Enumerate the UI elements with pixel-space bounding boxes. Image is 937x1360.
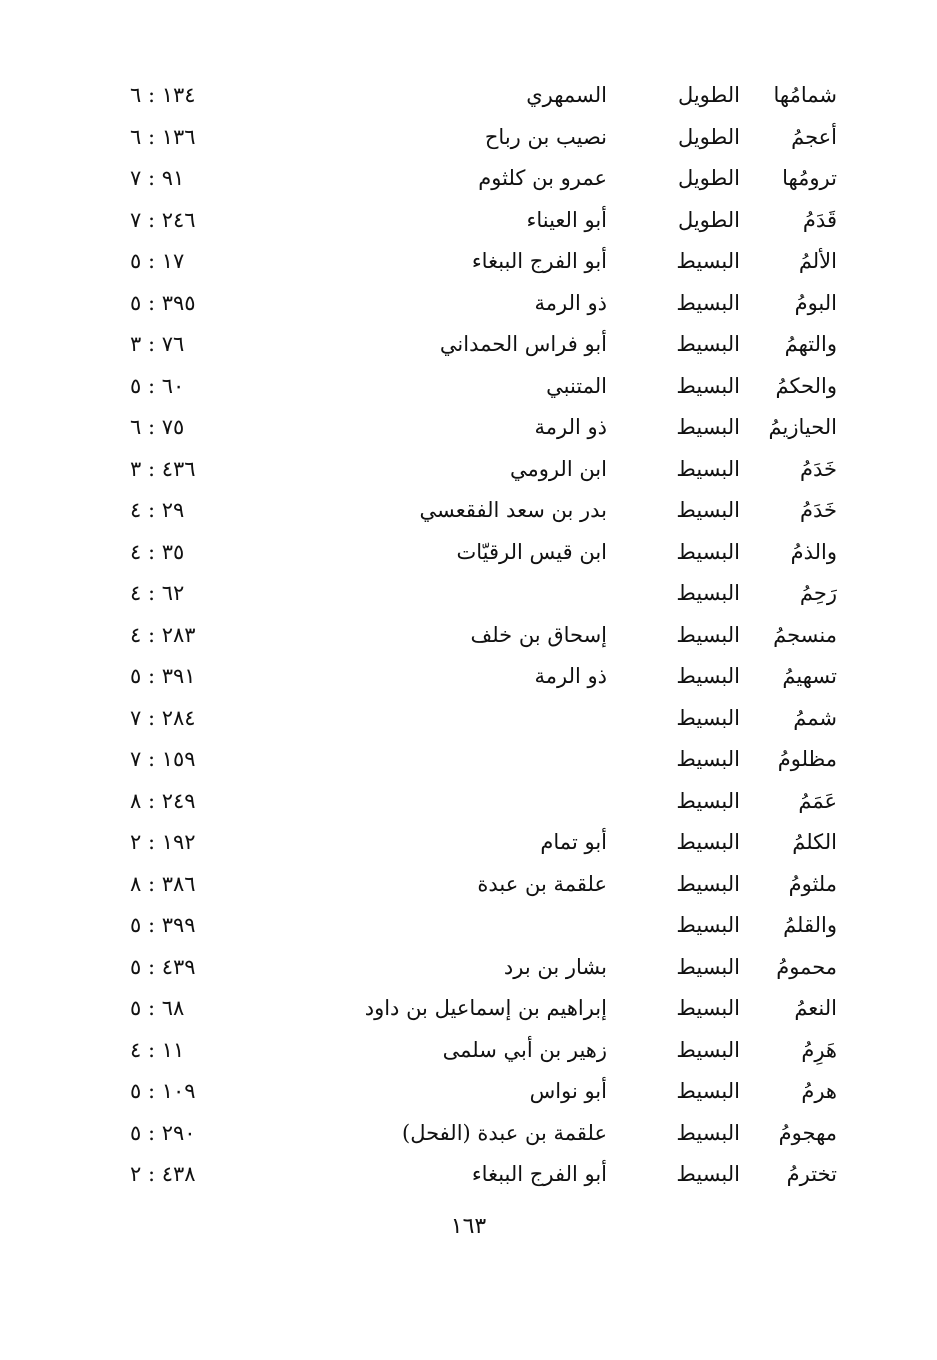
table-row (0, 739, 937, 781)
meter-name: البسيط (676, 290, 740, 315)
volume-page-reference: ١٣٤ : ٦ (130, 83, 196, 107)
poet-name: ذو الرمة (534, 415, 607, 439)
poet-name: إسحاق بن خلف (470, 622, 607, 647)
volume-page-reference: ٣٩١ : ٥ (130, 664, 196, 688)
meter-name: البسيط (676, 996, 740, 1020)
meter-name: الطويل (677, 166, 740, 190)
poet-name: ابن الرومي (509, 456, 607, 481)
rhyme-word: الألمُ (798, 249, 837, 273)
poet-name: نصيب بن رباح (484, 124, 607, 149)
volume-page-reference: ٦٠ : ٥ (130, 373, 185, 398)
rhyme-word: هَرِمُ (801, 1037, 837, 1062)
volume-page-reference: ١٣٦ : ٦ (130, 124, 196, 149)
volume-page-reference: ٣٥ : ٤ (130, 539, 185, 564)
meter-name: البسيط (676, 581, 740, 605)
meter-name: البسيط (676, 415, 740, 439)
volume-page-reference: ٤٣٩ : ٥ (130, 954, 196, 979)
table-row (0, 1154, 937, 1196)
rhyme-word: ملثومُ (788, 871, 837, 896)
rhyme-word: عَمَمُ (798, 788, 837, 813)
rhyme-word: قَدَمُ (802, 207, 837, 232)
rhyme-word: الكلمُ (792, 830, 837, 854)
meter-name: البسيط (676, 249, 740, 273)
table-row (0, 905, 937, 947)
poet-name: بدر بن سعد الفقعسي (419, 498, 607, 522)
meter-name: البسيط (676, 1079, 740, 1103)
poet-name: أبو العيناء (526, 207, 607, 232)
rhyme-word: والتهمُ (784, 332, 837, 356)
poet-name: زهير بن أبي سلمى (442, 1037, 607, 1062)
table-row (0, 781, 937, 823)
poet-name: علقمة بن عبدة (477, 871, 607, 896)
rhyme-word: هرمُ (801, 1079, 837, 1103)
poet-name: علقمة بن عبدة (الفحل) (402, 1120, 607, 1145)
table-row (0, 947, 937, 989)
poet-name: ذو الرمة (534, 290, 607, 315)
table-row (0, 988, 937, 1030)
meter-name: البسيط (676, 788, 740, 813)
rhyme-word: تسهيمُ (782, 664, 837, 688)
volume-page-reference: ١١ : ٤ (130, 1037, 185, 1062)
rhyme-word: شمامُها (773, 83, 837, 107)
rhyme-word: الحيازيمُ (768, 415, 837, 439)
table-row (0, 864, 937, 906)
volume-page-reference: ١٠٩ : ٥ (130, 1079, 196, 1103)
volume-page-reference: ١٧ : ٥ (130, 249, 185, 273)
volume-page-reference: ٦٢ : ٤ (130, 581, 185, 605)
meter-name: الطويل (677, 83, 740, 107)
table-row (0, 573, 937, 615)
volume-page-reference: ١٥٩ : ٧ (130, 747, 196, 771)
poet-name: أبو نواس (529, 1079, 607, 1103)
meter-name: البسيط (676, 1162, 740, 1186)
volume-page-reference: ٢٤٦ : ٧ (130, 207, 196, 232)
poet-name: أبو الفرج الببغاء (471, 249, 607, 273)
volume-page-reference: ٢٨٤ : ٧ (130, 705, 196, 730)
table-row (0, 1071, 937, 1113)
table-row (0, 1030, 937, 1072)
meter-name: البسيط (676, 705, 740, 730)
table-row (0, 449, 937, 491)
rhyme-word: خَدَمُ (799, 456, 837, 481)
volume-page-reference: ٩١ : ٧ (130, 166, 185, 190)
table-row (0, 407, 937, 449)
volume-page-reference: ٤٣٦ : ٣ (130, 456, 196, 481)
meter-name: البسيط (676, 1037, 740, 1062)
rhyme-word: النعمُ (794, 996, 837, 1020)
table-row (0, 75, 937, 117)
volume-page-reference: ١٩٢ : ٢ (130, 830, 196, 854)
volume-page-reference: ٢٩ : ٤ (130, 498, 185, 522)
volume-page-reference: ٧٦ : ٣ (130, 332, 185, 356)
volume-page-reference: ٤٣٨ : ٢ (130, 1162, 196, 1186)
volume-page-reference: ٦٨ : ٥ (130, 996, 185, 1020)
table-row (0, 532, 937, 574)
volume-page-reference: ٢٨٣ : ٤ (130, 622, 196, 647)
meter-name: البسيط (676, 498, 740, 522)
rhyme-index-table (0, 75, 937, 1196)
poet-name: بشار بن برد (503, 954, 607, 979)
rhyme-word: منسجمُ (773, 622, 837, 647)
meter-name: البسيط (676, 747, 740, 771)
poet-name: عمرو بن كلثوم (478, 166, 607, 190)
meter-name: الطويل (677, 207, 740, 232)
rhyme-word: والقلمُ (783, 913, 837, 937)
table-row (0, 200, 937, 242)
meter-name: البسيط (676, 332, 740, 356)
rhyme-word: والذمُ (790, 539, 837, 564)
rhyme-word: تخترمُ (786, 1162, 837, 1186)
poet-name: ابن قيس الرقيّات (456, 539, 607, 564)
meter-name: البسيط (676, 954, 740, 979)
rhyme-word: شممُ (793, 705, 837, 730)
rhyme-word: رَحِمُ (799, 581, 837, 605)
table-row (0, 822, 937, 864)
table-row (0, 117, 937, 159)
poet-name: إبراهيم بن إسماعيل بن داود (364, 996, 607, 1020)
poet-name: ذو الرمة (534, 664, 607, 688)
rhyme-word: ترومُها (782, 166, 837, 190)
meter-name: البسيط (676, 539, 740, 564)
meter-name: البسيط (676, 622, 740, 647)
table-row (0, 366, 937, 408)
table-row (0, 656, 937, 698)
rhyme-word: محمومُ (776, 954, 837, 979)
meter-name: البسيط (676, 871, 740, 896)
poet-name: السمهري (526, 83, 607, 107)
table-row (0, 283, 937, 325)
meter-name: البسيط (676, 913, 740, 937)
rhyme-word: والحكمُ (775, 373, 837, 398)
rhyme-word: مهجومُ (778, 1120, 837, 1145)
table-row (0, 241, 937, 283)
table-row (0, 158, 937, 200)
meter-name: البسيط (676, 373, 740, 398)
poet-name: أبو الفرج الببغاء (471, 1162, 607, 1186)
poet-name: أبو تمام (540, 830, 607, 854)
meter-name: البسيط (676, 1120, 740, 1145)
meter-name: البسيط (676, 830, 740, 854)
meter-name: البسيط (676, 456, 740, 481)
poet-name: أبو فراس الحمداني (439, 332, 607, 356)
meter-name: الطويل (677, 124, 740, 149)
rhyme-word: خَدَمُ (799, 498, 837, 522)
table-row (0, 490, 937, 532)
table-row (0, 1113, 937, 1155)
rhyme-word: مظلومُ (777, 747, 837, 771)
rhyme-word: البومُ (794, 290, 837, 315)
table-row (0, 698, 937, 740)
volume-page-reference: ٢٩٠ : ٥ (130, 1120, 196, 1145)
volume-page-reference: ٢٤٩ : ٨ (130, 788, 196, 813)
volume-page-reference: ٧٥ : ٦ (130, 415, 185, 439)
volume-page-reference: ٣٩٥ : ٥ (130, 290, 196, 315)
volume-page-reference: ٣٩٩ : ٥ (130, 913, 196, 937)
poet-name: المتنبي (546, 373, 607, 398)
table-row (0, 615, 937, 657)
table-row (0, 324, 937, 366)
volume-page-reference: ٣٨٦ : ٨ (130, 871, 196, 896)
meter-name: البسيط (676, 664, 740, 688)
rhyme-word: أعجمُ (791, 124, 837, 149)
page-number: ١٦٣ (450, 1214, 487, 1239)
